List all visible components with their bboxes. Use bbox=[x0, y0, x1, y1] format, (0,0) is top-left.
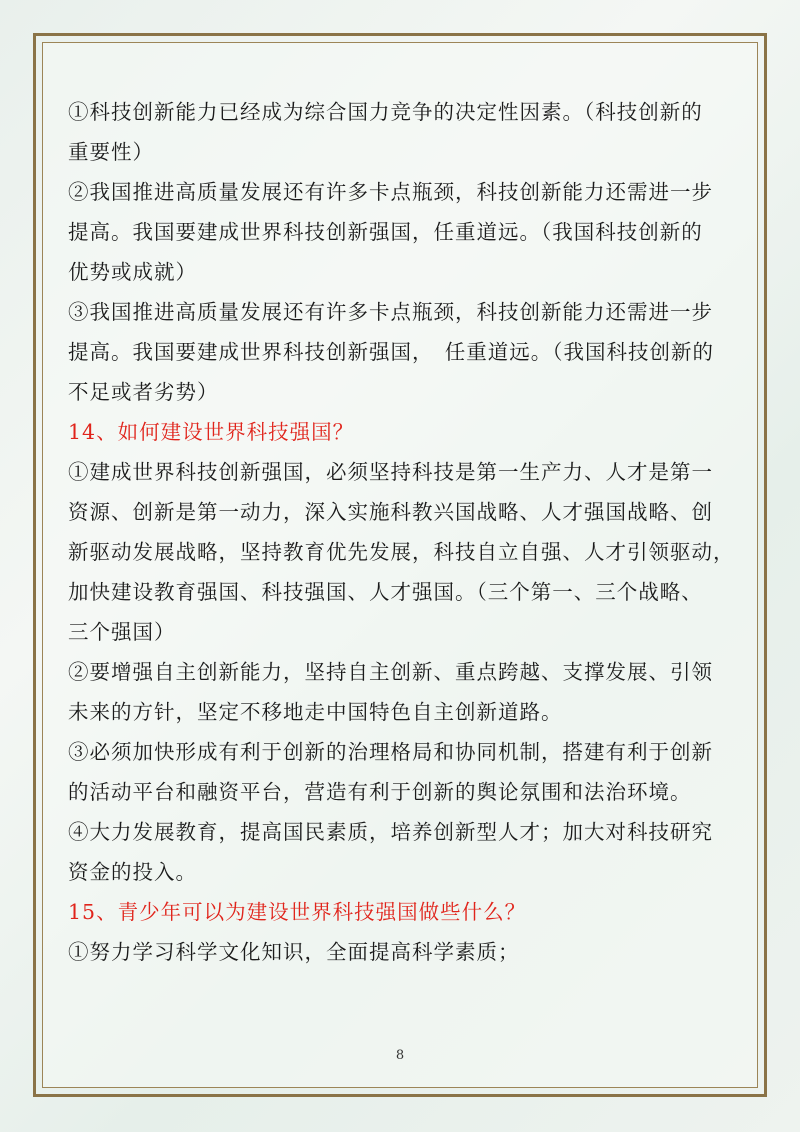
paragraph: ②要增强自主创新能力，坚持自主创新、重点跨越、支撑发展、引领 未来的方针，坚定不移地走中国特色自主创新道路。 bbox=[68, 660, 713, 724]
paragraph: ④大力发展教育，提高国民素质，培养创新型人才；加大对科技研究 资金的投入。 bbox=[68, 820, 713, 884]
question-heading-14: 14、如何建设世界科技强国？ bbox=[68, 420, 355, 444]
paragraph: ①建成世界科技创新强国，必须坚持科技是第一生产力、人才是第一 资源、创新是第一动力，深入实施科教兴国战略、人才强国战略、创 新驱动发展战略，坚持教育优先发展，科技自立自强、人才引领驱动， 加快建设教育强国、科技强国、人才强国。（三个第一、三个战略、 三个强国） bbox=[68, 460, 735, 644]
paragraph: ②我国推进高质量发展还有许多卡点瓶颈，科技创新能力还需进一步 提高。我国要建成世界科技创新强国，任重道远。（我国科技创新的 优势或成就） bbox=[68, 180, 713, 284]
question-heading-15: 15、青少年可以为建设世界科技强国做些什么？ bbox=[68, 900, 527, 924]
page-content bbox=[68, 92, 738, 972]
paragraph: ③必须加快形成有利于创新的治理格局和协同机制，搭建有利于创新 的活动平台和融资平台，营造有利于创新的舆论氛围和法治环境。 bbox=[68, 740, 713, 804]
page-number: 8 bbox=[395, 1048, 405, 1063]
paragraph: ①科技创新能力已经成为综合国力竞争的决定性因素。（科技创新的 重要性） bbox=[68, 100, 703, 164]
paragraph: ①努力学习科学文化知识，全面提高科学素质； bbox=[68, 940, 520, 964]
paragraph: ③我国推进高质量发展还有许多卡点瓶颈，科技创新能力还需进一步 提高。我国要建成世界科技创新强国， 任重道远。（我国科技创新的 不足或者劣势） bbox=[68, 300, 714, 404]
